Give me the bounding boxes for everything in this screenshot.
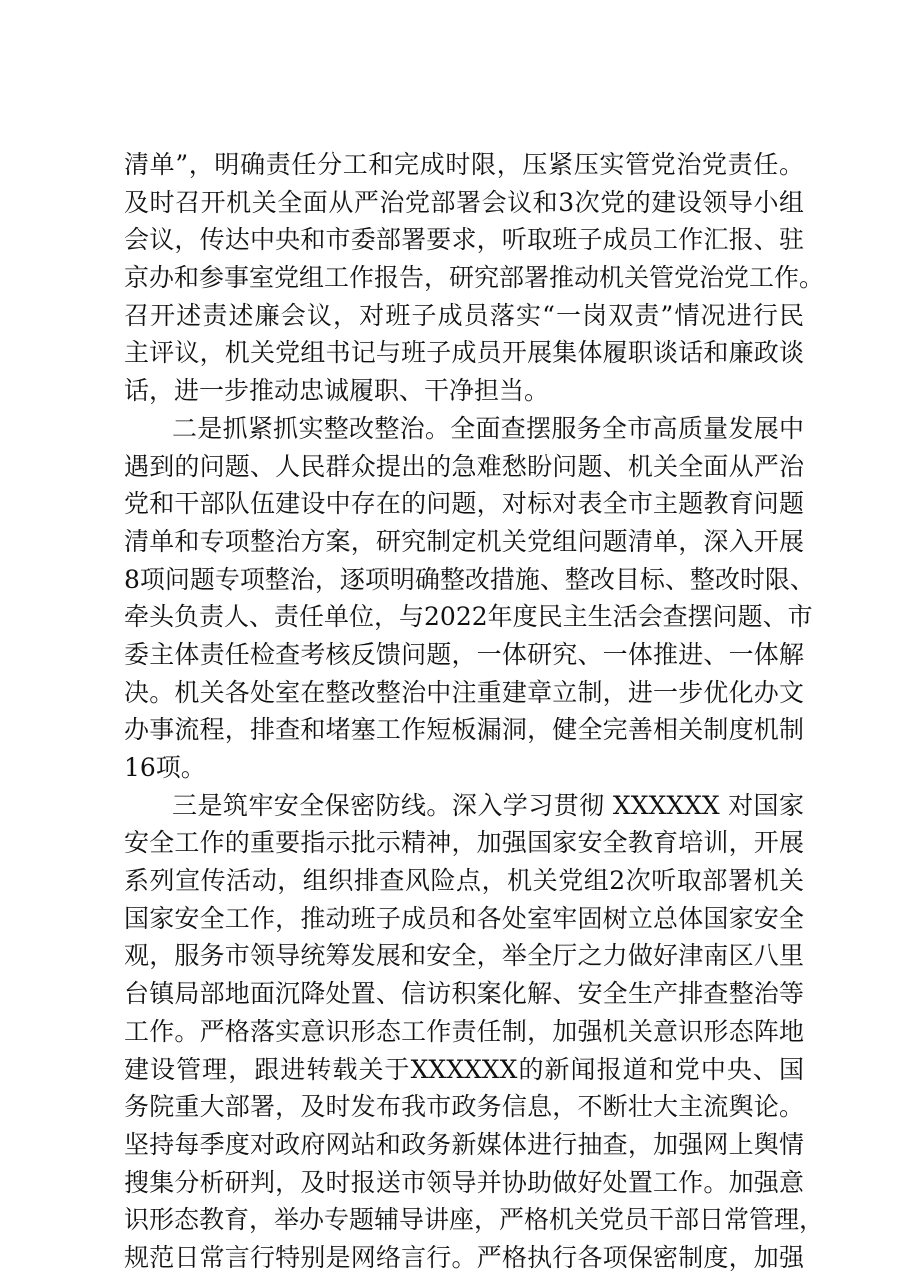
text-line: 会议，传达中央和市委部署要求，听取班子成员工作汇报、驻: [124, 225, 804, 255]
text-line: 16项。: [124, 753, 206, 782]
text-line: 党和干部队伍建设中存在的问题，对标对表全市主题教育问题: [124, 489, 804, 519]
text-line: 建设管理，跟进转载关于XXXXXX的新闻报道和党中央、国: [124, 1054, 804, 1084]
body-text: [124, 146, 825, 1277]
text-line: 三是筑牢安全保密防线。深入学习贯彻 XXXXXX 对国家: [172, 790, 804, 820]
text-line: 牵头负责人、责任单位，与2022年度民主生活会查摆问题、市: [124, 602, 813, 632]
text-line: 工作。严格落实意识形态工作责任制，加强机关意识形态阵地: [124, 1016, 804, 1046]
text-line: 规范日常言行特别是网络言行。严格执行各项保密制度，加强: [124, 1242, 804, 1272]
text-line: 系列宣传活动，组织排查风险点，机关党组2次听取部署机关: [124, 866, 804, 896]
text-line: 召开述责述廉会议，对班子成员落实“一岗双责”情况进行民: [124, 300, 804, 330]
text-line: 遇到的问题、人民群众提出的急难愁盼问题、机关全面从严治: [124, 451, 804, 481]
text-line: 坚持每季度对政府网站和政务新媒体进行抽查，加强网上舆情: [124, 1129, 804, 1159]
text-line: 8项问题专项整治，逐项明确整改措施、整改目标、整改时限、: [124, 564, 815, 594]
text-line: 观，服务市领导统筹发展和安全，举全厅之力做好津南区八里: [124, 941, 804, 971]
text-line: 办事流程，排查和堵塞工作短板漏洞，健全完善相关制度机制: [124, 715, 804, 745]
text-line: 委主体责任检查考核反馈问题，一体研究、一体推进、一体解: [124, 639, 804, 669]
text-line: 务院重大部署，及时发布我市政务信息，不断壮大主流舆论。: [124, 1092, 804, 1122]
text-line: 清单”，明确责任分工和完成时限，压紧压实管党治党责任。: [124, 150, 804, 179]
text-line: 京办和参事室党组工作报告，研究部署推动机关管党治党工作。: [124, 263, 825, 293]
text-line: 二是抓紧抓实整改整治。全面查摆服务全市高质量发展中: [172, 413, 804, 443]
text-line: 安全工作的重要指示批示精神，加强国家安全教育培训，开展: [124, 828, 804, 858]
text-line: 国家安全工作，推动班子成员和各处室牢固树立总体国家安全: [124, 903, 804, 933]
text-line: 及时召开机关全面从严治党部署会议和3次党的建设领导小组: [124, 187, 804, 217]
text-line: 主评议，机关党组书记与班子成员开展集体履职谈话和廉政谈: [124, 338, 804, 368]
text-line: 决。机关各处室在整改整治中注重建章立制，进一步优化办文: [124, 677, 804, 707]
text-line: 台镇局部地面沉降处置、信访积案化解、安全生产排查整治等: [124, 979, 804, 1009]
paragraph: [124, 410, 815, 787]
text-line: 识形态教育，举办专题辅导讲座，严格机关党员干部日常管理，: [124, 1205, 825, 1235]
text-line: 话，进一步推动忠诚履职、干净担当。: [124, 376, 550, 406]
text-line: 清单和专项整治方案，研究制定机关党组问题清单，深入开展: [124, 526, 804, 556]
text-line: 搜集分析研判，及时报送市领导并协助做好处置工作。加强意: [124, 1167, 804, 1197]
paragraph: [124, 146, 825, 410]
paragraph: [124, 787, 825, 1277]
